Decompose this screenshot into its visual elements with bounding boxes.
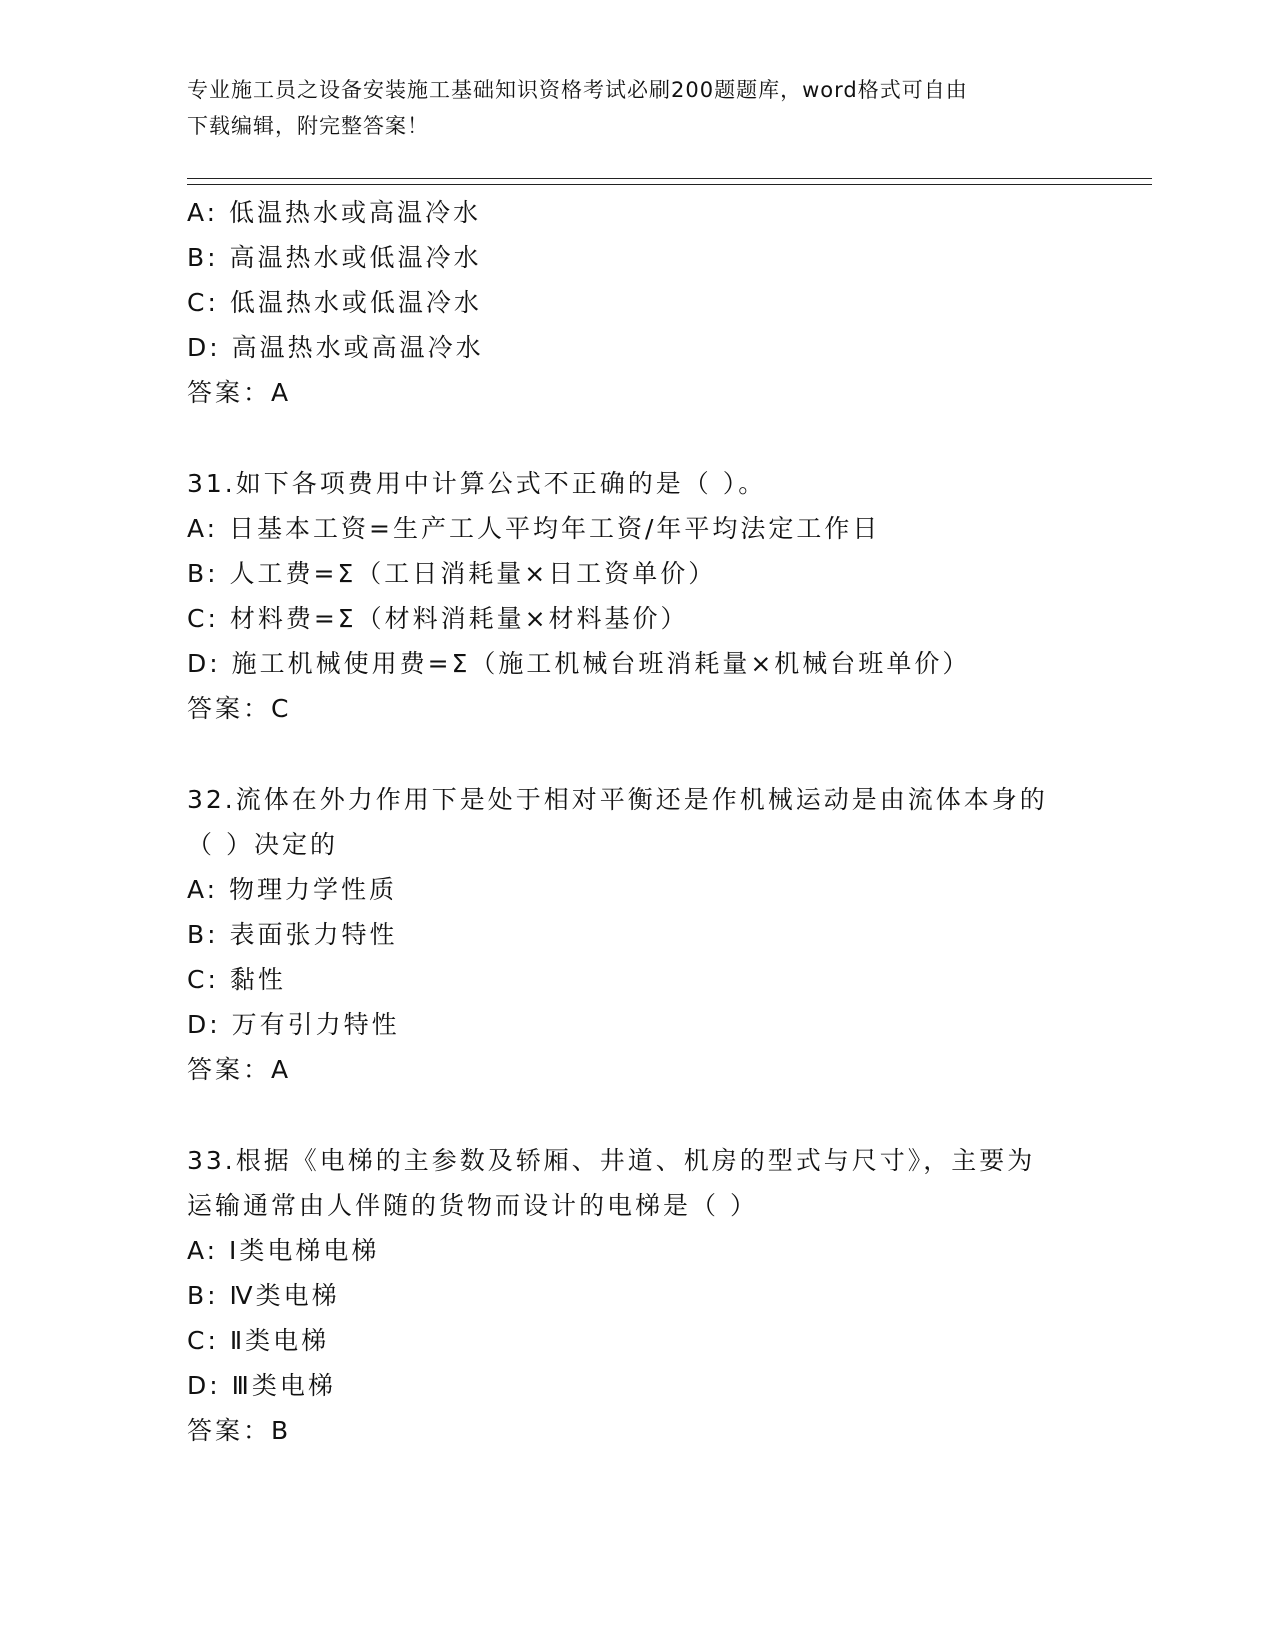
header-line-1: 专业施工员之设备安装施工基础知识资格考试必刷200题题库，word格式可自由 — [187, 78, 968, 102]
question-stem-line-1: 33.根据《电梯的主参数及轿厢、井道、机房的型式与尺寸》，主要为 — [187, 1146, 1036, 1175]
question-stem-line-2: （ ）决定的 — [187, 830, 338, 859]
question-stem: 31.如下各项费用中计算公式不正确的是（ ）。 — [187, 469, 767, 498]
question-33 — [187, 1138, 1147, 1453]
option-c: C: 材料费=Σ（材料消耗量×材料基价） — [187, 604, 689, 633]
option-b: B: Ⅳ类电梯 — [187, 1281, 340, 1310]
option-a: A: 物理力学性质 — [187, 875, 398, 904]
answer: 答案：A — [187, 378, 292, 407]
question-list — [187, 190, 1147, 1453]
answer: 答案：A — [187, 1055, 292, 1084]
option-b: B: 高温热水或低温冷水 — [187, 243, 482, 272]
document-header — [187, 72, 1087, 144]
question-31 — [187, 461, 1147, 731]
answer: 答案：C — [187, 694, 292, 723]
option-d: D: 高温热水或高温冷水 — [187, 333, 484, 362]
option-c: C: Ⅱ类电梯 — [187, 1326, 330, 1355]
option-b: B: 人工费=Σ（工日消耗量×日工资单价） — [187, 559, 717, 588]
question-stem-line-2: 运输通常由人伴随的货物而设计的电梯是（ ） — [187, 1191, 758, 1220]
option-a: A: 低温热水或高温冷水 — [187, 198, 482, 227]
question-32 — [187, 777, 1147, 1092]
option-c: C: 低温热水或低温冷水 — [187, 288, 482, 317]
answer: 答案：B — [187, 1416, 292, 1445]
header-divider-top — [187, 178, 1152, 179]
option-d: D: 万有引力特性 — [187, 1010, 400, 1039]
header-divider-bottom — [187, 184, 1152, 185]
option-d: D: 施工机械使用费=Σ（施工机械台班消耗量×机械台班单价） — [187, 649, 971, 678]
header-line-2: 下载编辑，附完整答案！ — [187, 114, 429, 138]
option-a: A: 日基本工资=生产工人平均年工资/年平均法定工作日 — [187, 514, 881, 543]
option-c: C: 黏性 — [187, 965, 286, 994]
option-d: D: Ⅲ类电梯 — [187, 1371, 336, 1400]
option-a: A: Ⅰ类电梯电梯 — [187, 1236, 380, 1265]
question-30 — [187, 190, 1147, 415]
question-stem-line-1: 32.流体在外力作用下是处于相对平衡还是作机械运动是由流体本身的 — [187, 785, 1048, 814]
option-b: B: 表面张力特性 — [187, 920, 398, 949]
